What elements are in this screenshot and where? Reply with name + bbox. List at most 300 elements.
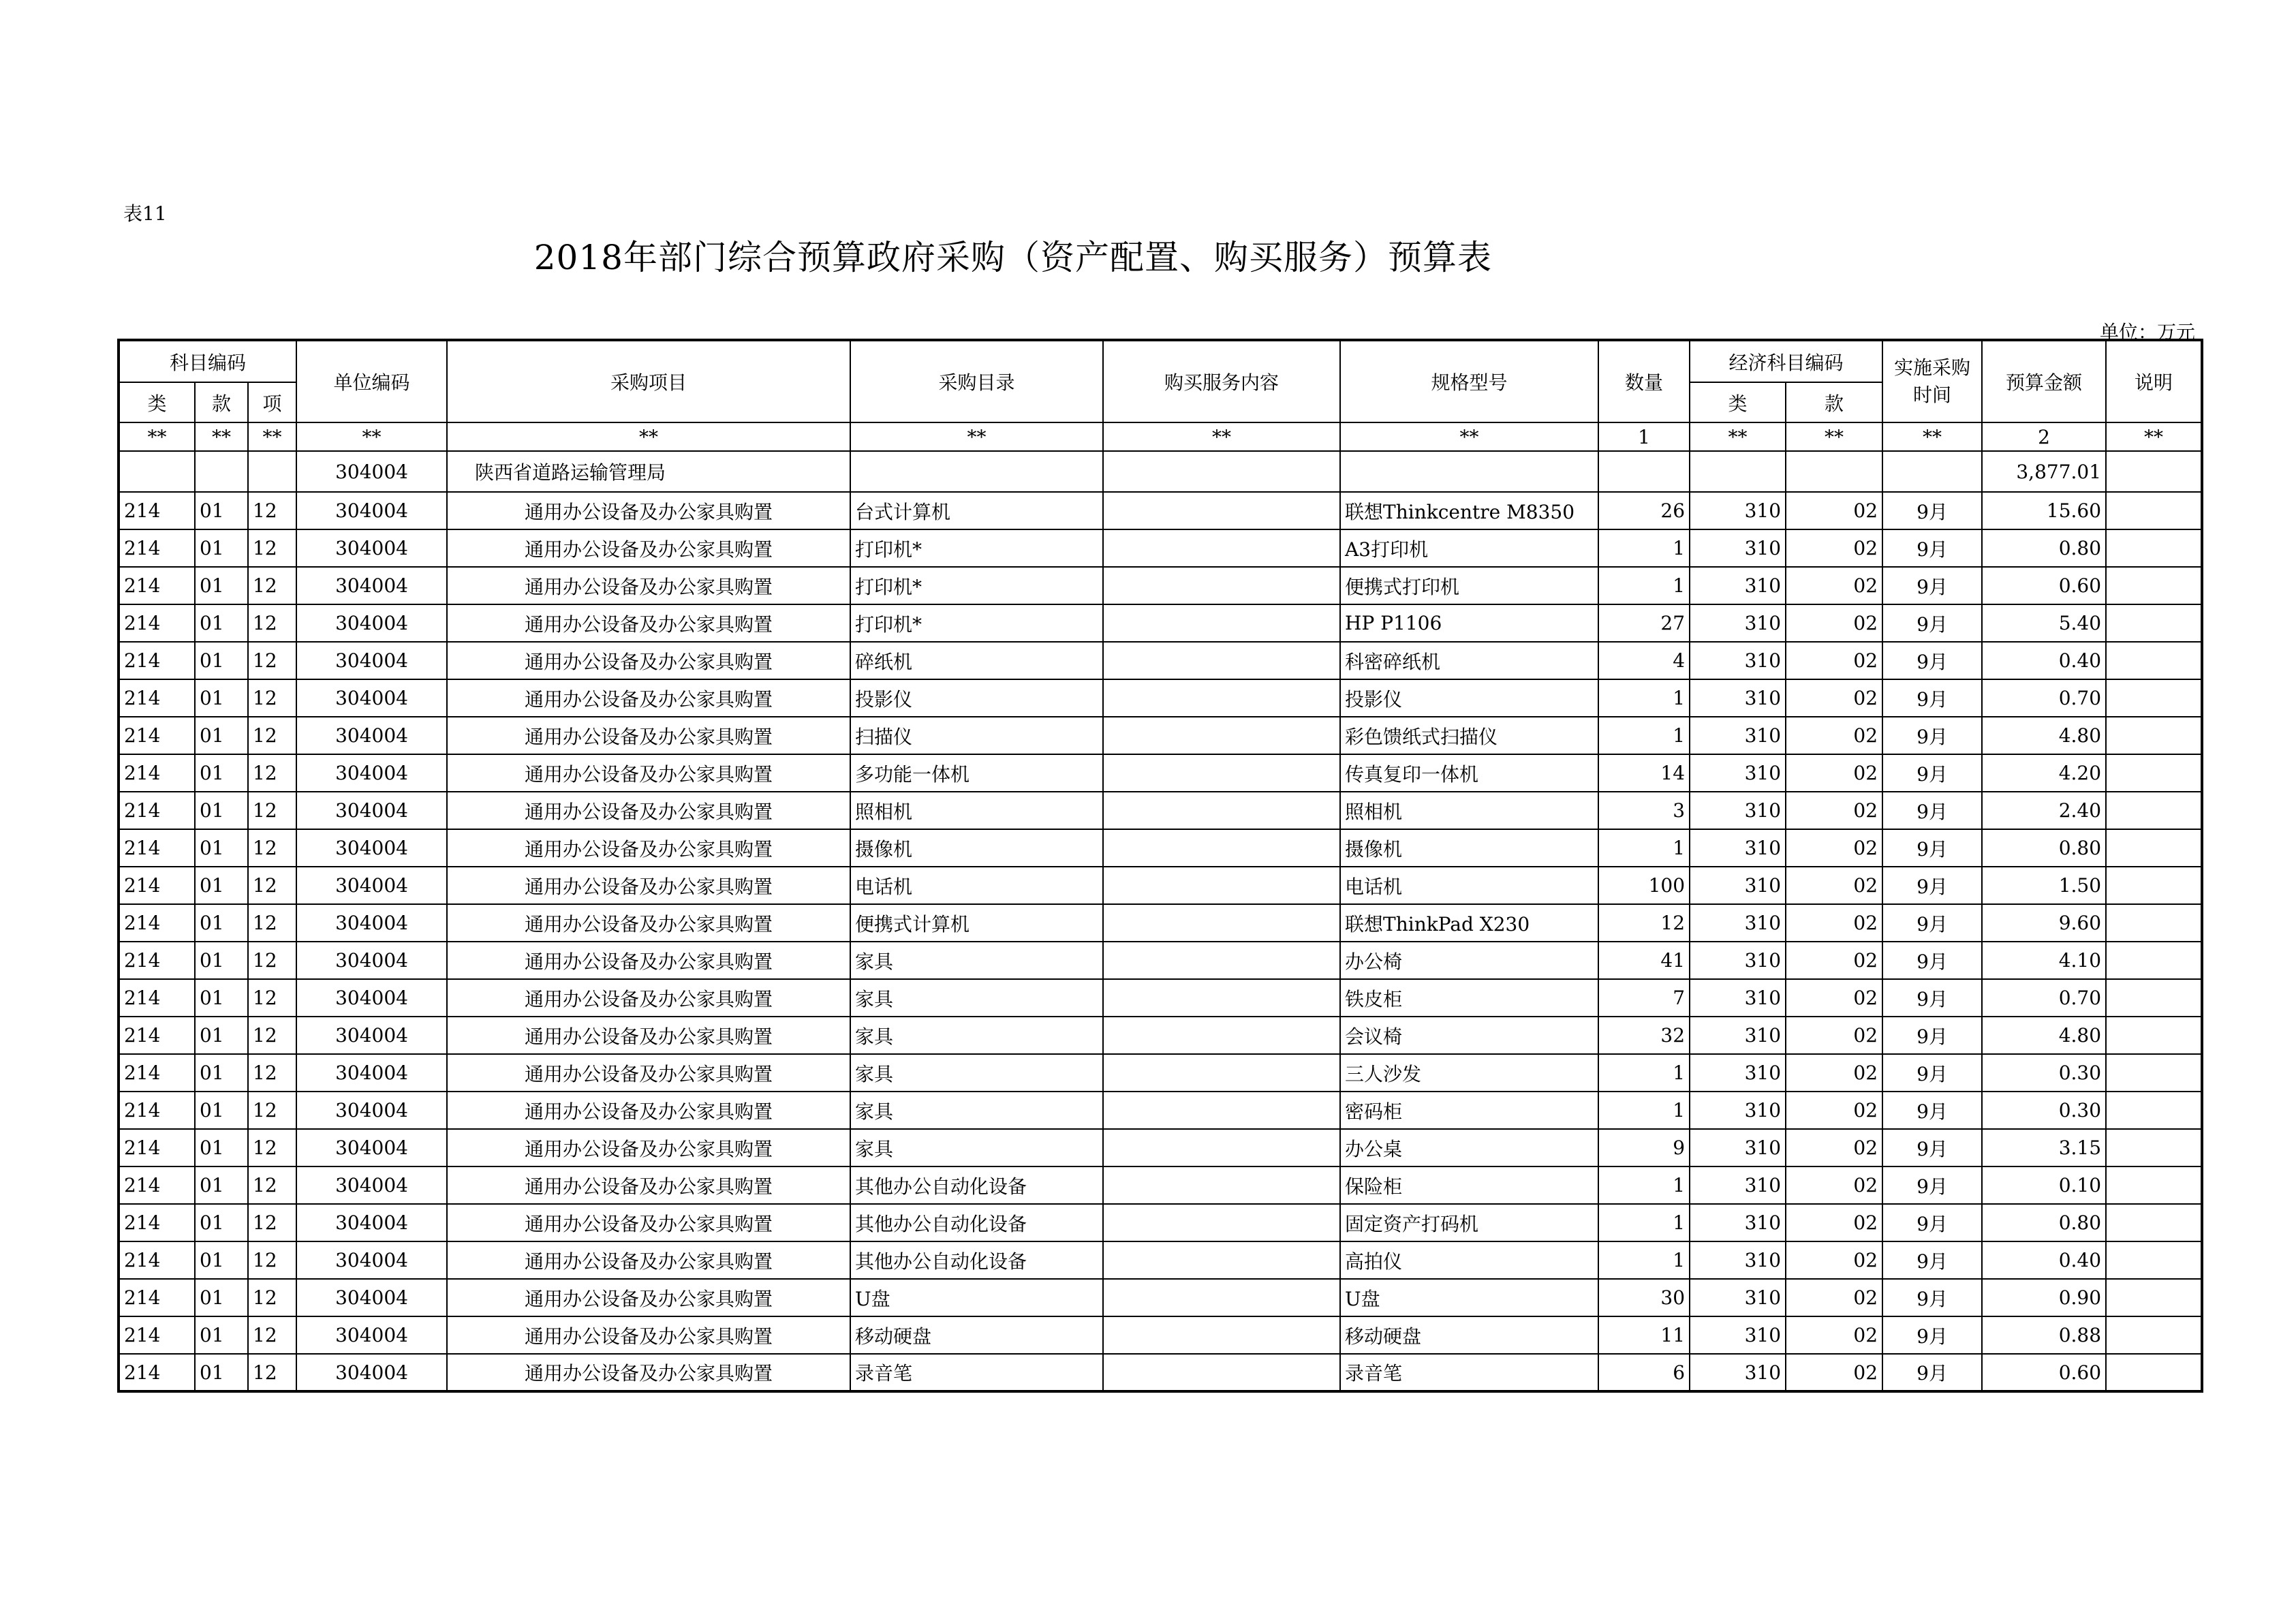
kuan-cell: 01 <box>195 529 248 567</box>
amount-cell: 0.70 <box>1982 679 2106 717</box>
time-cell: 9月 <box>1882 867 1982 904</box>
lei-cell: 214 <box>119 1129 195 1166</box>
time-cell: 9月 <box>1882 642 1982 679</box>
qty-cell: 3 <box>1598 792 1690 829</box>
project-cell: 通用办公设备及办公家具购置 <box>447 754 850 792</box>
spec-cell: 高拍仪 <box>1340 1241 1598 1279</box>
qty-cell: 1 <box>1598 567 1690 604</box>
note-cell <box>2106 942 2202 979</box>
kuan-cell: 01 <box>195 642 248 679</box>
service-cell <box>1103 717 1340 754</box>
kuan-cell: 01 <box>195 1354 248 1391</box>
table-row <box>119 1316 2202 1354</box>
kuan-cell: 01 <box>195 942 248 979</box>
table-row <box>119 567 2202 604</box>
project-cell: 通用办公设备及办公家具购置 <box>447 1241 850 1279</box>
lei-cell: 214 <box>119 942 195 979</box>
service-cell <box>1103 792 1340 829</box>
time-cell: 9月 <box>1882 1166 1982 1204</box>
table-row <box>119 829 2202 867</box>
qty-cell: 1 <box>1598 1092 1690 1129</box>
page-title: 2018年部门综合预算政府采购（资产配置、购买服务）预算表 <box>533 238 1492 277</box>
marker-row <box>119 422 2202 451</box>
table-row <box>119 1054 2202 1092</box>
service-cell <box>1103 1354 1340 1391</box>
table-row <box>119 1129 2202 1166</box>
spec-cell: 联想Thinkcentre M8350 <box>1340 492 1598 529</box>
time-cell: 9月 <box>1882 492 1982 529</box>
unit-code-cell: 304004 <box>296 1316 447 1354</box>
unit-code-cell: 304004 <box>296 942 447 979</box>
qty-cell: 26 <box>1598 492 1690 529</box>
econ-kuan-cell: 02 <box>1786 1054 1882 1092</box>
amount-cell: 4.20 <box>1982 754 2106 792</box>
qty-cell: 30 <box>1598 1279 1690 1316</box>
table-row <box>119 492 2202 529</box>
project-cell: 通用办公设备及办公家具购置 <box>447 1054 850 1092</box>
service-cell <box>1103 829 1340 867</box>
cell <box>2106 451 2202 492</box>
lei-cell: 214 <box>119 904 195 942</box>
econ-lei-cell: 310 <box>1690 642 1786 679</box>
spec-cell: 照相机 <box>1340 792 1598 829</box>
kuan-cell: 01 <box>195 829 248 867</box>
table-row <box>119 1017 2202 1054</box>
unit-code-cell: 304004 <box>296 1129 447 1166</box>
econ-lei-cell: 310 <box>1690 904 1786 942</box>
econ-lei-cell: 310 <box>1690 1166 1786 1204</box>
project-cell: 通用办公设备及办公家具购置 <box>447 979 850 1017</box>
qty-cell: 1 <box>1598 829 1690 867</box>
cell <box>850 451 1103 492</box>
catalog-cell: 其他办公自动化设备 <box>850 1204 1103 1241</box>
kuan-cell: 01 <box>195 1129 248 1166</box>
econ-lei-cell: 310 <box>1690 1241 1786 1279</box>
cell <box>1882 451 1982 492</box>
note-cell <box>2106 642 2202 679</box>
service-cell <box>1103 1316 1340 1354</box>
xiang-cell: 12 <box>248 717 296 754</box>
catalog-cell: 台式计算机 <box>850 492 1103 529</box>
marker-cell: 1 <box>1598 422 1690 451</box>
qty-cell: 14 <box>1598 754 1690 792</box>
table-row <box>119 1354 2202 1391</box>
project-cell: 通用办公设备及办公家具购置 <box>447 1316 850 1354</box>
time-cell: 9月 <box>1882 717 1982 754</box>
unit-label: 单位：万元 <box>2099 321 2195 343</box>
note-cell <box>2106 1129 2202 1166</box>
unit-code-cell: 304004 <box>296 1054 447 1092</box>
catalog-cell: 打印机* <box>850 604 1103 642</box>
econ-kuan-cell: 02 <box>1786 1241 1882 1279</box>
unit-code-cell: 304004 <box>296 1241 447 1279</box>
col-econ-code: 经济科目编码 <box>1690 340 1882 382</box>
col-subject-code: 科目编码 <box>119 340 296 382</box>
note-cell <box>2106 1316 2202 1354</box>
amount-cell: 9.60 <box>1982 904 2106 942</box>
xiang-cell: 12 <box>248 979 296 1017</box>
kuan-cell: 01 <box>195 1241 248 1279</box>
amount-cell: 4.10 <box>1982 942 2106 979</box>
lei-cell: 214 <box>119 529 195 567</box>
table-row <box>119 1279 2202 1316</box>
cell <box>1103 451 1340 492</box>
service-cell <box>1103 942 1340 979</box>
note-cell <box>2106 754 2202 792</box>
lei-cell: 214 <box>119 1054 195 1092</box>
econ-lei-cell: 310 <box>1690 567 1786 604</box>
table-row <box>119 1166 2202 1204</box>
note-cell <box>2106 979 2202 1017</box>
spec-cell: 三人沙发 <box>1340 1054 1598 1092</box>
econ-kuan-cell: 02 <box>1786 1204 1882 1241</box>
econ-lei-cell: 310 <box>1690 792 1786 829</box>
project-cell: 通用办公设备及办公家具购置 <box>447 1354 850 1391</box>
catalog-cell: 扫描仪 <box>850 717 1103 754</box>
project-cell: 通用办公设备及办公家具购置 <box>447 1279 850 1316</box>
catalog-cell: 其他办公自动化设备 <box>850 1166 1103 1204</box>
qty-cell: 27 <box>1598 604 1690 642</box>
kuan-cell: 01 <box>195 604 248 642</box>
catalog-cell: 家具 <box>850 1054 1103 1092</box>
econ-kuan-cell: 02 <box>1786 867 1882 904</box>
time-cell: 9月 <box>1882 679 1982 717</box>
header-row-1 <box>119 340 2202 382</box>
econ-kuan-cell: 02 <box>1786 1166 1882 1204</box>
note-cell <box>2106 867 2202 904</box>
unit-code-cell: 304004 <box>296 1279 447 1316</box>
time-cell: 9月 <box>1882 1316 1982 1354</box>
xiang-cell: 12 <box>248 679 296 717</box>
table-row <box>119 1204 2202 1241</box>
econ-kuan-cell: 02 <box>1786 1092 1882 1129</box>
xiang-cell: 12 <box>248 604 296 642</box>
marker-cell: ** <box>1340 422 1598 451</box>
lei-cell: 214 <box>119 1166 195 1204</box>
xiang-cell: 12 <box>248 1204 296 1241</box>
qty-cell: 9 <box>1598 1129 1690 1166</box>
marker-cell: ** <box>850 422 1103 451</box>
econ-kuan-cell: 02 <box>1786 942 1882 979</box>
spec-cell: 投影仪 <box>1340 679 1598 717</box>
amount-cell: 0.70 <box>1982 979 2106 1017</box>
amount-cell: 3.15 <box>1982 1129 2106 1166</box>
service-cell <box>1103 754 1340 792</box>
econ-kuan-cell: 02 <box>1786 679 1882 717</box>
lei-cell: 214 <box>119 1241 195 1279</box>
cell <box>1786 451 1882 492</box>
col-kuan: 款 <box>195 382 248 422</box>
table-row <box>119 717 2202 754</box>
cell <box>119 451 195 492</box>
lei-cell: 214 <box>119 1017 195 1054</box>
time-cell: 9月 <box>1882 979 1982 1017</box>
kuan-cell: 01 <box>195 1054 248 1092</box>
note-cell <box>2106 1279 2202 1316</box>
catalog-cell: 照相机 <box>850 792 1103 829</box>
econ-lei-cell: 310 <box>1690 979 1786 1017</box>
unit-code-cell: 304004 <box>296 642 447 679</box>
service-cell <box>1103 492 1340 529</box>
econ-kuan-cell: 02 <box>1786 1017 1882 1054</box>
project-cell: 通用办公设备及办公家具购置 <box>447 717 850 754</box>
xiang-cell: 12 <box>248 1054 296 1092</box>
table-row <box>119 942 2202 979</box>
marker-cell: ** <box>447 422 850 451</box>
spec-cell: 科密碎纸机 <box>1340 642 1598 679</box>
service-cell <box>1103 529 1340 567</box>
time-cell: 9月 <box>1882 1241 1982 1279</box>
econ-lei-cell: 310 <box>1690 492 1786 529</box>
qty-cell: 1 <box>1598 1204 1690 1241</box>
catalog-cell: 家具 <box>850 1092 1103 1129</box>
table-row <box>119 642 2202 679</box>
service-cell <box>1103 567 1340 604</box>
econ-lei-cell: 310 <box>1690 1129 1786 1166</box>
time-cell: 9月 <box>1882 792 1982 829</box>
amount-cell: 0.30 <box>1982 1092 2106 1129</box>
marker-cell: ** <box>1882 422 1982 451</box>
xiang-cell: 12 <box>248 904 296 942</box>
time-cell: 9月 <box>1882 1092 1982 1129</box>
time-cell: 9月 <box>1882 1204 1982 1241</box>
spec-cell: 会议椅 <box>1340 1017 1598 1054</box>
qty-cell: 32 <box>1598 1017 1690 1054</box>
marker-cell: ** <box>1786 422 1882 451</box>
lei-cell: 214 <box>119 679 195 717</box>
qty-cell: 7 <box>1598 979 1690 1017</box>
col-amount: 预算金额 <box>1982 340 2106 422</box>
econ-kuan-cell: 02 <box>1786 642 1882 679</box>
project-cell: 通用办公设备及办公家具购置 <box>447 1129 850 1166</box>
time-cell: 9月 <box>1882 754 1982 792</box>
kuan-cell: 01 <box>195 1166 248 1204</box>
service-cell <box>1103 867 1340 904</box>
col-xiang: 项 <box>248 382 296 422</box>
service-cell <box>1103 642 1340 679</box>
amount-cell: 0.80 <box>1982 829 2106 867</box>
service-cell <box>1103 1017 1340 1054</box>
spec-cell: 传真复印一体机 <box>1340 754 1598 792</box>
project-cell: 通用办公设备及办公家具购置 <box>447 942 850 979</box>
unit-code-cell: 304004 <box>296 451 447 492</box>
catalog-cell: 家具 <box>850 1129 1103 1166</box>
lei-cell: 214 <box>119 754 195 792</box>
kuan-cell: 01 <box>195 1017 248 1054</box>
unit-code-cell: 304004 <box>296 679 447 717</box>
amount-cell: 0.10 <box>1982 1166 2106 1204</box>
table-row <box>119 529 2202 567</box>
kuan-cell: 01 <box>195 1279 248 1316</box>
service-cell <box>1103 1279 1340 1316</box>
unit-code-cell: 304004 <box>296 717 447 754</box>
col-project: 采购项目 <box>447 340 850 422</box>
econ-kuan-cell: 02 <box>1786 492 1882 529</box>
cell <box>195 451 248 492</box>
kuan-cell: 01 <box>195 717 248 754</box>
econ-kuan-cell: 02 <box>1786 717 1882 754</box>
spec-cell: 办公椅 <box>1340 942 1598 979</box>
econ-kuan-cell: 02 <box>1786 979 1882 1017</box>
lei-cell: 214 <box>119 829 195 867</box>
xiang-cell: 12 <box>248 1129 296 1166</box>
econ-kuan-cell: 02 <box>1786 604 1882 642</box>
service-cell <box>1103 1241 1340 1279</box>
time-cell: 9月 <box>1882 904 1982 942</box>
catalog-cell: 家具 <box>850 942 1103 979</box>
spec-cell: 移动硬盘 <box>1340 1316 1598 1354</box>
amount-cell: 0.60 <box>1982 1354 2106 1391</box>
spec-cell: 联想ThinkPad X230 <box>1340 904 1598 942</box>
spec-cell: 密码柜 <box>1340 1092 1598 1129</box>
time-cell: 9月 <box>1882 1354 1982 1391</box>
service-cell <box>1103 1166 1340 1204</box>
time-cell: 9月 <box>1882 1279 1982 1316</box>
xiang-cell: 12 <box>248 1241 296 1279</box>
xiang-cell: 12 <box>248 529 296 567</box>
kuan-cell: 01 <box>195 1316 248 1354</box>
catalog-cell: 便携式计算机 <box>850 904 1103 942</box>
cell <box>1598 451 1690 492</box>
catalog-cell: 碎纸机 <box>850 642 1103 679</box>
unit-code-cell: 304004 <box>296 529 447 567</box>
service-cell <box>1103 1092 1340 1129</box>
unit-code-cell: 304004 <box>296 1166 447 1204</box>
kuan-cell: 01 <box>195 979 248 1017</box>
table-row <box>119 1092 2202 1129</box>
table-row <box>119 1241 2202 1279</box>
econ-lei-cell: 310 <box>1690 1354 1786 1391</box>
catalog-cell: 移动硬盘 <box>850 1316 1103 1354</box>
kuan-cell: 01 <box>195 904 248 942</box>
table-row <box>119 904 2202 942</box>
marker-cell: ** <box>1103 422 1340 451</box>
note-cell <box>2106 1017 2202 1054</box>
catalog-cell: 打印机* <box>850 529 1103 567</box>
lei-cell: 214 <box>119 1092 195 1129</box>
note-cell <box>2106 492 2202 529</box>
xiang-cell: 12 <box>248 792 296 829</box>
amount-cell: 0.80 <box>1982 1204 2106 1241</box>
lei-cell: 214 <box>119 792 195 829</box>
cell <box>248 451 296 492</box>
spec-cell: A3打印机 <box>1340 529 1598 567</box>
project-cell: 通用办公设备及办公家具购置 <box>447 492 850 529</box>
table-row <box>119 754 2202 792</box>
lei-cell: 214 <box>119 1316 195 1354</box>
econ-kuan-cell: 02 <box>1786 1354 1882 1391</box>
xiang-cell: 12 <box>248 642 296 679</box>
kuan-cell: 01 <box>195 867 248 904</box>
qty-cell: 1 <box>1598 679 1690 717</box>
catalog-cell: 多功能一体机 <box>850 754 1103 792</box>
amount-cell: 0.60 <box>1982 567 2106 604</box>
spec-cell: 摄像机 <box>1340 829 1598 867</box>
qty-cell: 1 <box>1598 1241 1690 1279</box>
col-econ-kuan: 款 <box>1786 382 1882 422</box>
note-cell <box>2106 1241 2202 1279</box>
col-econ-lei: 类 <box>1690 382 1786 422</box>
xiang-cell: 12 <box>248 829 296 867</box>
unit-code-cell: 304004 <box>296 1354 447 1391</box>
kuan-cell: 01 <box>195 1092 248 1129</box>
unit-code-cell: 304004 <box>296 792 447 829</box>
xiang-cell: 12 <box>248 942 296 979</box>
marker-cell: ** <box>248 422 296 451</box>
xiang-cell: 12 <box>248 1092 296 1129</box>
xiang-cell: 12 <box>248 1354 296 1391</box>
project-cell: 通用办公设备及办公家具购置 <box>447 1092 850 1129</box>
amount-cell: 15.60 <box>1982 492 2106 529</box>
col-note: 说明 <box>2106 340 2202 422</box>
unit-code-cell: 304004 <box>296 1204 447 1241</box>
project-cell: 通用办公设备及办公家具购置 <box>447 642 850 679</box>
project-cell: 通用办公设备及办公家具购置 <box>447 1204 850 1241</box>
spec-cell: 彩色馈纸式扫描仪 <box>1340 717 1598 754</box>
econ-kuan-cell: 02 <box>1786 1279 1882 1316</box>
cell <box>1690 451 1786 492</box>
spec-cell: 固定资产打码机 <box>1340 1204 1598 1241</box>
project-cell: 通用办公设备及办公家具购置 <box>447 529 850 567</box>
amount-cell: 2.40 <box>1982 792 2106 829</box>
note-cell <box>2106 1092 2202 1129</box>
spec-cell: 电话机 <box>1340 867 1598 904</box>
unit-summary-row <box>119 451 2202 492</box>
unit-code-cell: 304004 <box>296 867 447 904</box>
unit-code-cell: 304004 <box>296 829 447 867</box>
econ-lei-cell: 310 <box>1690 942 1786 979</box>
note-cell <box>2106 717 2202 754</box>
unit-code-cell: 304004 <box>296 1017 447 1054</box>
service-cell <box>1103 1054 1340 1092</box>
table-row <box>119 792 2202 829</box>
qty-cell: 1 <box>1598 1054 1690 1092</box>
note-cell <box>2106 1354 2202 1391</box>
service-cell <box>1103 679 1340 717</box>
amount-cell: 0.88 <box>1982 1316 2106 1354</box>
econ-lei-cell: 310 <box>1690 1054 1786 1092</box>
kuan-cell: 01 <box>195 679 248 717</box>
amount-cell: 4.80 <box>1982 1017 2106 1054</box>
note-cell <box>2106 829 2202 867</box>
marker-cell: ** <box>296 422 447 451</box>
lei-cell: 214 <box>119 492 195 529</box>
xiang-cell: 12 <box>248 754 296 792</box>
amount-cell: 4.80 <box>1982 717 2106 754</box>
col-qty: 数量 <box>1598 340 1690 422</box>
spec-cell: U盘 <box>1340 1279 1598 1316</box>
spec-cell: HP P1106 <box>1340 604 1598 642</box>
cell <box>1340 451 1598 492</box>
spec-cell: 便携式打印机 <box>1340 567 1598 604</box>
econ-kuan-cell: 02 <box>1786 1129 1882 1166</box>
time-cell: 9月 <box>1882 942 1982 979</box>
econ-kuan-cell: 02 <box>1786 1316 1882 1354</box>
kuan-cell: 01 <box>195 792 248 829</box>
lei-cell: 214 <box>119 604 195 642</box>
time-cell: 9月 <box>1882 1054 1982 1092</box>
catalog-cell: 录音笔 <box>850 1354 1103 1391</box>
unit-code-cell: 304004 <box>296 567 447 604</box>
note-cell <box>2106 792 2202 829</box>
xiang-cell: 12 <box>248 1166 296 1204</box>
amount-cell: 0.40 <box>1982 642 2106 679</box>
qty-cell: 12 <box>1598 904 1690 942</box>
project-cell: 通用办公设备及办公家具购置 <box>447 792 850 829</box>
xiang-cell: 12 <box>248 1017 296 1054</box>
amount-cell: 0.30 <box>1982 1054 2106 1092</box>
col-lei: 类 <box>119 382 195 422</box>
